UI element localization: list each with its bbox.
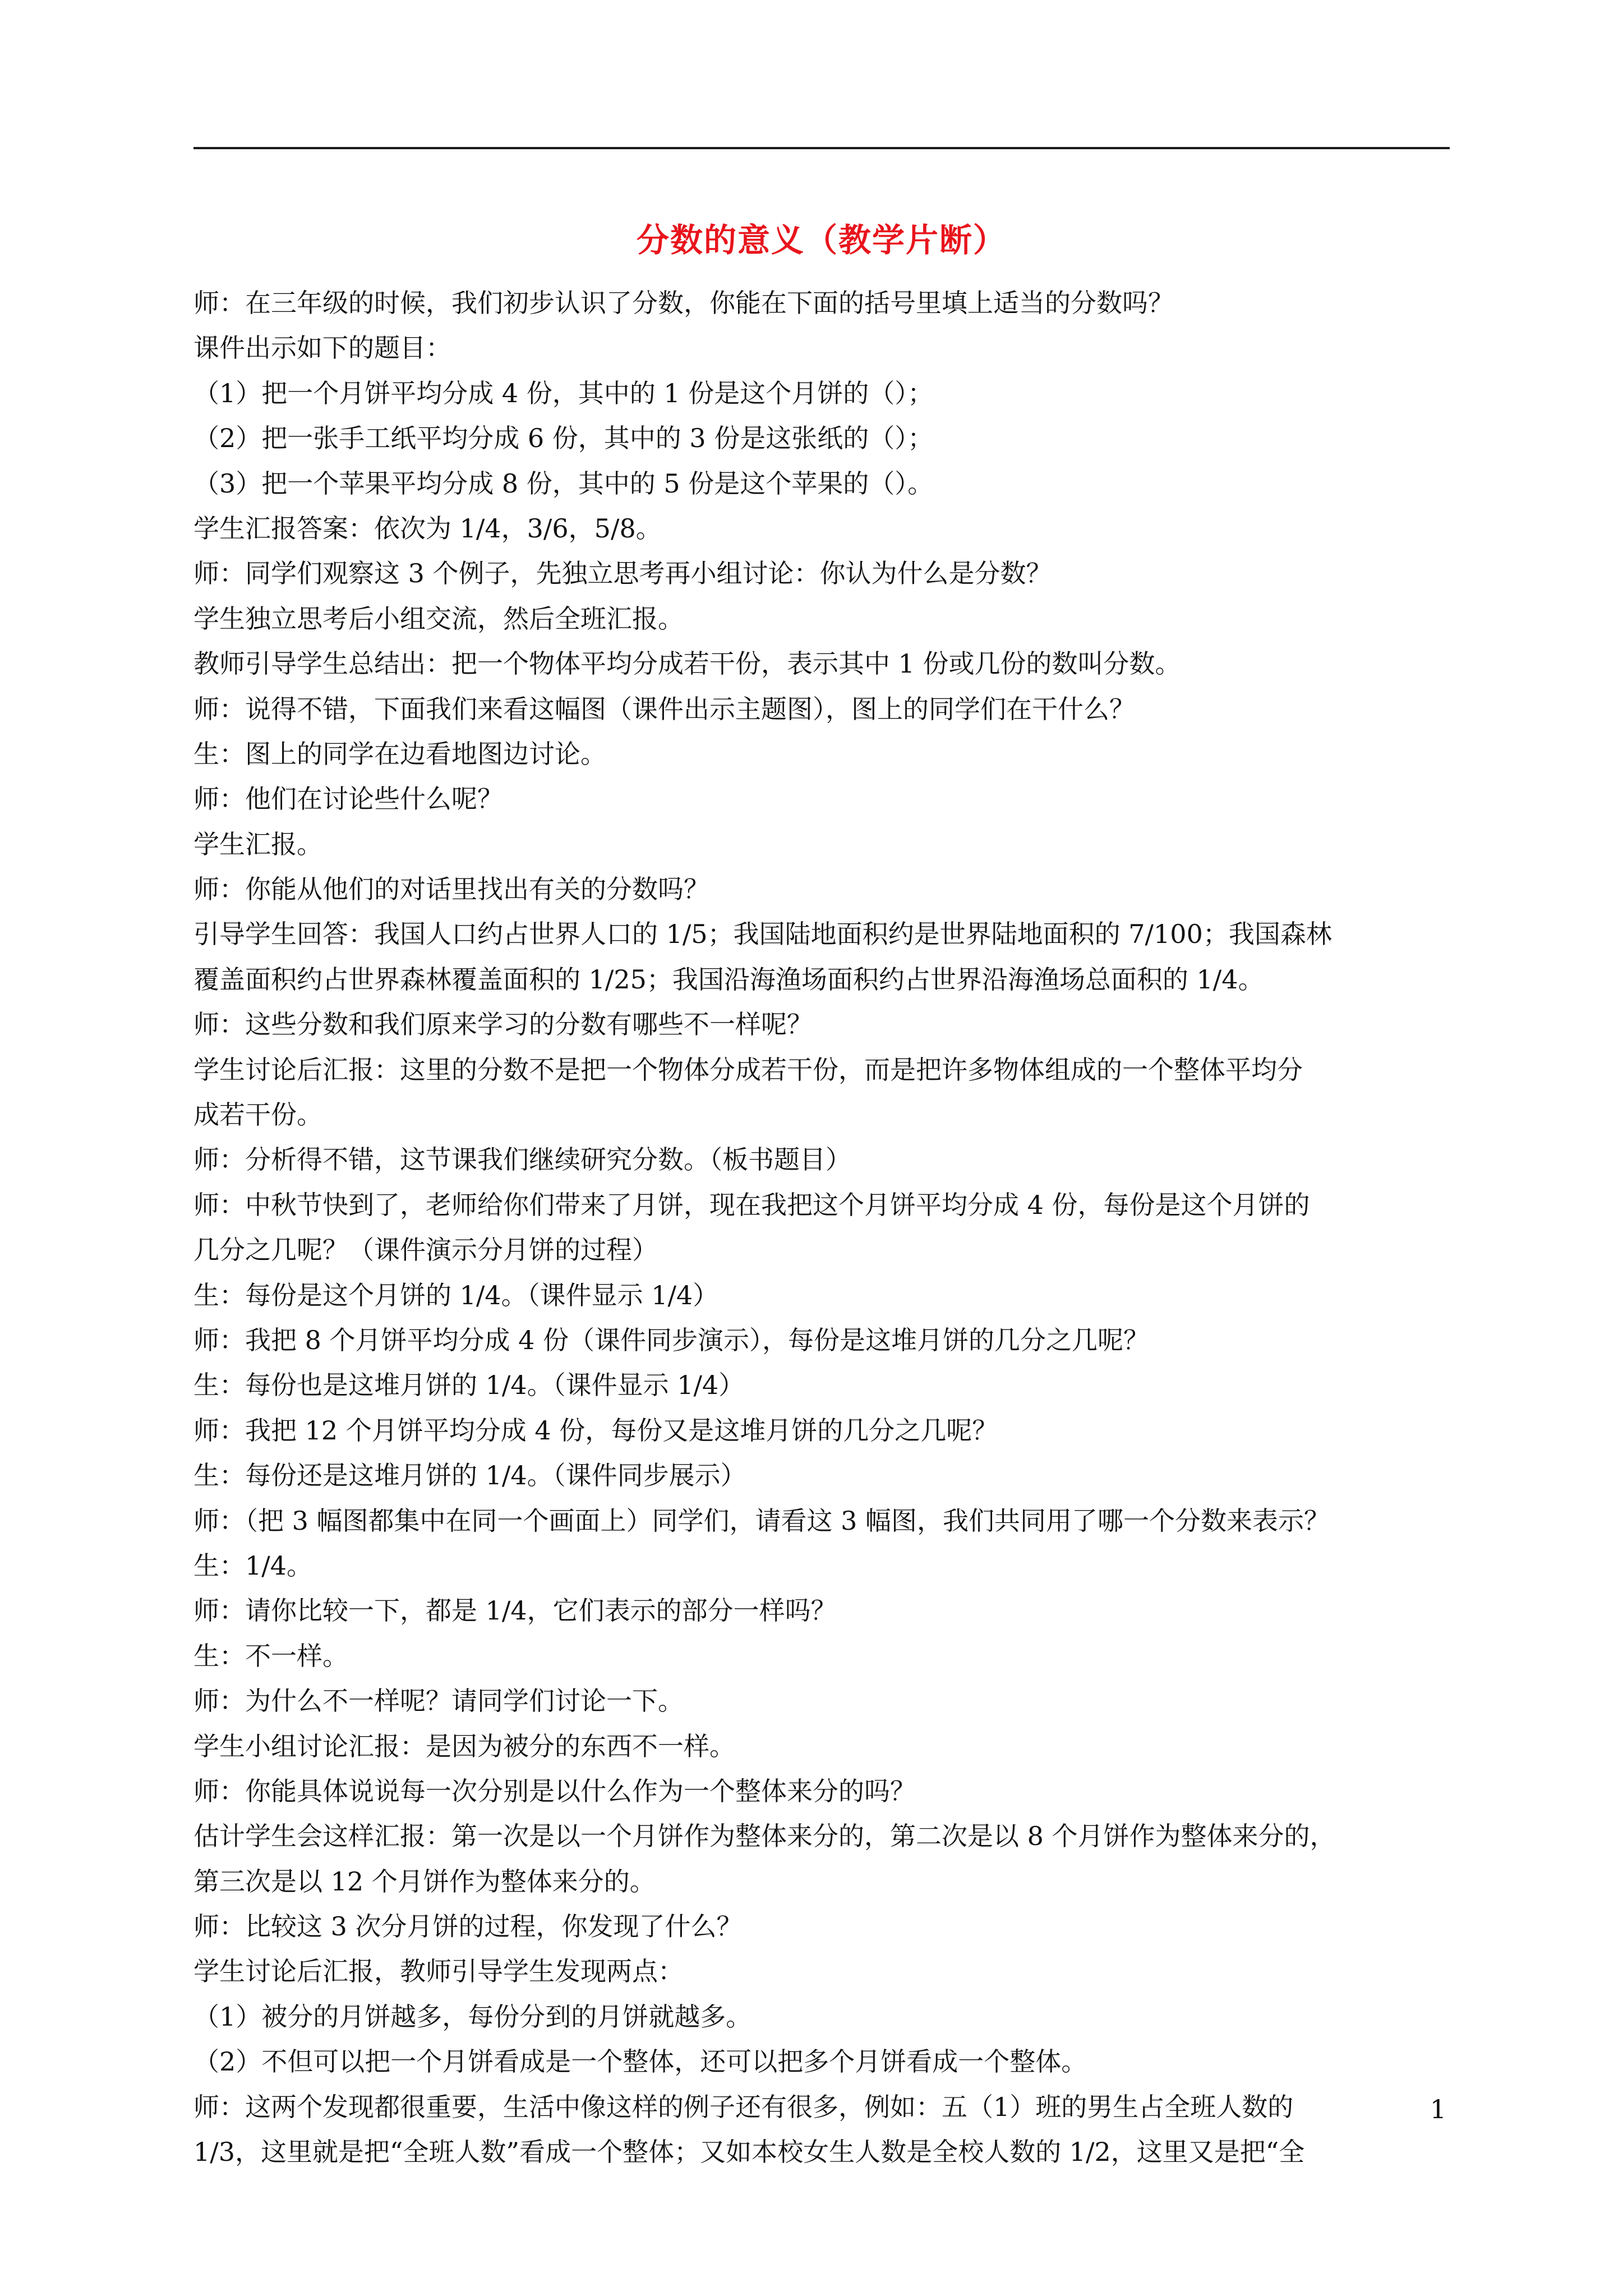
text-line: 师：在三年级的时候，我们初步认识了分数，你能在下面的括号里填上适当的分数吗？ xyxy=(193,288,1174,318)
text-line: 几分之几呢？（课件演示分月饼的过程） xyxy=(193,1235,658,1266)
text-line: （1）把一个月饼平均分成 4 份，其中的 1 份是这个月饼的（）； xyxy=(193,378,934,408)
text-line: 课件出示如下的题目： xyxy=(193,333,451,364)
text-line: 引导学生回答：我国人口约占世界人口的 1/5；我国陆地面积约是世界陆地面积的 7/100；我国森林 xyxy=(193,919,1332,950)
text-line: 生：1/4。 xyxy=(193,1550,313,1581)
text-line: 学生讨论后汇报：这里的分数不是把一个物体分成若干份，而是把许多物体组成的一个整体平均分 xyxy=(193,1054,1303,1085)
text-line: 师：为什么不一样呢？请同学们讨论一下。 xyxy=(193,1686,684,1717)
text-line: 师：你能从他们的对话里找出有关的分数吗？ xyxy=(193,874,709,905)
text-line: 学生独立思考后小组交流，然后全班汇报。 xyxy=(193,603,684,634)
text-line: （1）被分的月饼越多，每份分到的月饼就越多。 xyxy=(193,2001,752,2032)
text-line: 学生汇报。 xyxy=(193,829,322,859)
text-line: 覆盖面积约占世界森林覆盖面积的 1/25；我国沿海渔场面积约占世界沿海渔场总面积的 1/4。 xyxy=(193,964,1264,995)
header-rule xyxy=(193,147,1450,149)
text-line: 第三次是以 12 个月饼作为整体来分的。 xyxy=(193,1866,656,1897)
text-line: 学生小组讨论汇报：是因为被分的东西不一样。 xyxy=(193,1731,735,1761)
document-body xyxy=(193,280,1450,2174)
text-line: 师：说得不错，下面我们来看这幅图（课件出示主题图），图上的同学们在干什么？ xyxy=(193,693,1135,724)
text-line: 师：这些分数和我们原来学习的分数有哪些不一样呢？ xyxy=(193,1009,813,1040)
text-line: 师：分析得不错，这节课我们继续研究分数。（板书题目） xyxy=(193,1144,851,1175)
text-line: 生：每份还是这堆月饼的 1/4。（课件同步展示） xyxy=(193,1460,746,1491)
text-line: （2）把一张手工纸平均分成 6 份，其中的 3 份是这张纸的（）； xyxy=(193,423,934,454)
text-line: 教师引导学生总结出：把一个物体平均分成若干份，表示其中 1 份或几份的数叫分数。 xyxy=(193,648,1181,679)
text-line: 师：同学们观察这 3 个例子，先独立思考再小组讨论：你认为什么是分数？ xyxy=(193,558,1052,589)
text-line: 估计学生会这样汇报：第一次是以一个月饼作为整体来分的，第二次是以 8 个月饼作为整体来分的， xyxy=(193,1821,1336,1852)
text-line: 成若干份。 xyxy=(193,1099,322,1130)
text-line: 师：我把 8 个月饼平均分成 4 份（课件同步演示），每份是这堆月饼的几分之几呢？ xyxy=(193,1324,1150,1355)
text-line: （3）把一个苹果平均分成 8 份，其中的 5 份是这个苹果的（）。 xyxy=(193,468,934,499)
text-line: 生：不一样。 xyxy=(193,1640,348,1671)
text-line: 师：这两个发现都很重要，生活中像这样的例子还有很多，例如：五（1）班的男生占全班人数的 xyxy=(193,2091,1294,2122)
text-line: 生：图上的同学在边看地图边讨论。 xyxy=(193,738,606,769)
page-number: 1 xyxy=(1430,2094,1446,2124)
text-line: 师：比较这 3 次分月饼的过程，你发现了什么？ xyxy=(193,1911,743,1942)
text-line: 师：我把 12 个月饼平均分成 4 份，每份又是这堆月饼的几分之几呢？ xyxy=(193,1415,998,1446)
text-line: 师：他们在讨论些什么呢？ xyxy=(193,784,503,815)
text-line: 学生汇报答案：依次为 1/4，3/6，5/8。 xyxy=(193,513,662,544)
text-line: 学生讨论后汇报，教师引导学生发现两点： xyxy=(193,1956,684,1987)
text-line: 生：每份是这个月饼的 1/4。（课件显示 1/4） xyxy=(193,1280,719,1310)
document-title: 分数的意义（教学片断） xyxy=(636,221,1007,259)
text-line: 师：（把 3 幅图都集中在同一个画面上）同学们，请看这 3 幅图，我们共同用了哪一个分数来表示？ xyxy=(193,1505,1330,1536)
text-line: 师：请你比较一下，都是 1/4，它们表示的部分一样吗？ xyxy=(193,1595,837,1626)
text-line: 师：中秋节快到了，老师给你们带来了月饼，现在我把这个月饼平均分成 4 份，每份是这个月饼的 xyxy=(193,1189,1310,1220)
text-line: 生：每份也是这堆月饼的 1/4。（课件显示 1/4） xyxy=(193,1370,745,1401)
text-line: （2）不但可以把一个月饼看成是一个整体，还可以把多个月饼看成一个整体。 xyxy=(193,2046,1087,2077)
text-line: 师：你能具体说说每一次分别是以什么作为一个整体来分的吗？ xyxy=(193,1775,916,1806)
text-line: 1/3，这里就是把“全班人数”看成一个整体；又如本校女生人数是全校人数的 1/2，这里又是把“全 xyxy=(193,2137,1305,2168)
